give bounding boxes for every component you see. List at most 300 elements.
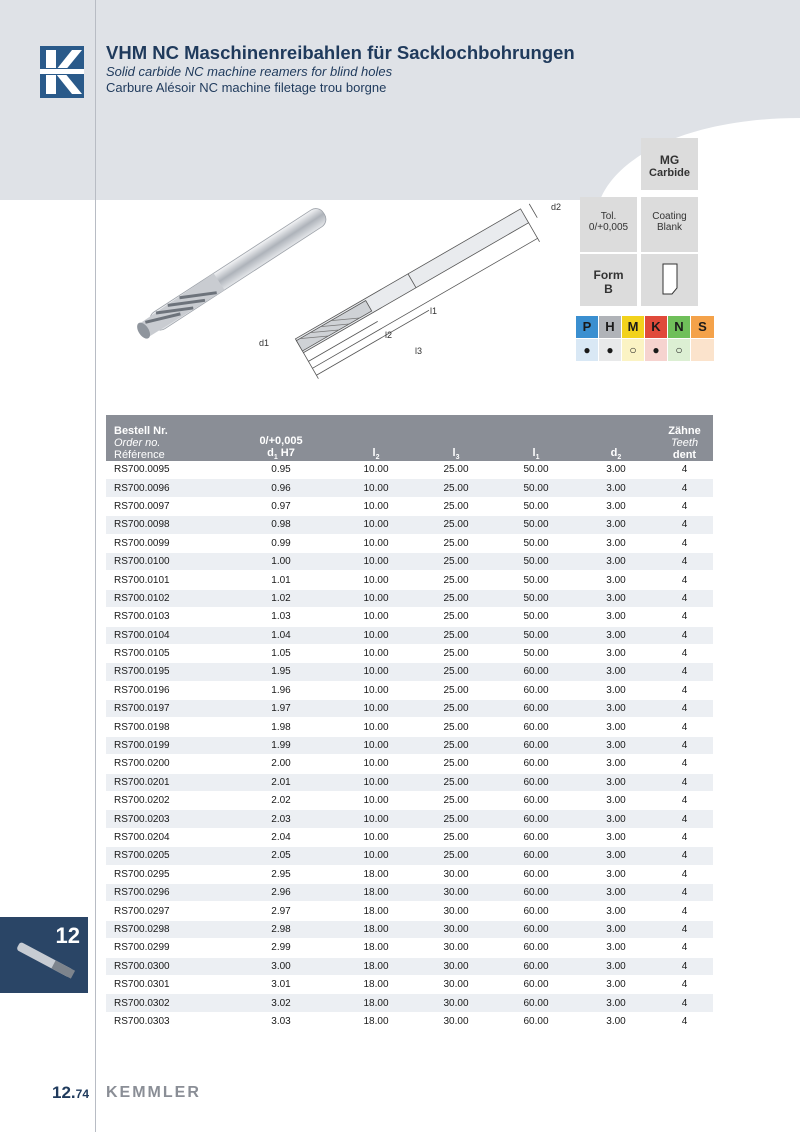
cell-l1: 60.00 xyxy=(496,883,576,901)
cell-l2: 18.00 xyxy=(336,975,416,993)
cell-l2: 10.00 xyxy=(336,608,416,626)
iso-letter-k: K xyxy=(645,316,668,338)
cell-d2: 3.00 xyxy=(576,883,656,901)
cell-l3: 25.00 xyxy=(416,810,496,828)
col-l3 xyxy=(416,415,496,461)
header-l2-sub: 2 xyxy=(375,454,380,461)
cell-l3: 25.00 xyxy=(416,571,496,589)
cell-teeth: 4 xyxy=(656,718,713,736)
table-row xyxy=(106,736,713,754)
cell-d1: 1.95 xyxy=(226,663,336,681)
cell-d1: 1.98 xyxy=(226,718,336,736)
cell-teeth: 4 xyxy=(656,497,713,515)
iso-symbol-row xyxy=(576,338,714,361)
cell-teeth: 4 xyxy=(656,571,713,589)
table-row xyxy=(106,700,713,718)
cell-l3: 25.00 xyxy=(416,497,496,515)
cell-l3: 25.00 xyxy=(416,479,496,497)
cell-order-no: RS700.0297 xyxy=(106,902,226,920)
col-l2 xyxy=(336,415,416,461)
header-d1-sub: 1 xyxy=(273,454,278,461)
table-row xyxy=(106,681,713,699)
cell-d1: 1.99 xyxy=(226,736,336,754)
cell-l1: 50.00 xyxy=(496,552,576,570)
col-d2 xyxy=(576,415,656,461)
cell-d2: 3.00 xyxy=(576,516,656,534)
material-box xyxy=(641,138,698,190)
cell-l1: 60.00 xyxy=(496,847,576,865)
cell-d2: 3.00 xyxy=(576,1012,656,1030)
material-type: Carbide xyxy=(649,167,690,179)
cell-order-no: RS700.0102 xyxy=(106,589,226,607)
cell-l1: 60.00 xyxy=(496,920,576,938)
iso-letter-s: S xyxy=(691,316,714,338)
cell-d2: 3.00 xyxy=(576,534,656,552)
table-row xyxy=(106,975,713,993)
col-d1 xyxy=(226,415,336,461)
cell-l3: 30.00 xyxy=(416,994,496,1012)
cell-d2: 3.00 xyxy=(576,975,656,993)
iso-letter-p: P xyxy=(576,316,599,338)
form-box xyxy=(580,254,637,306)
cell-l1: 50.00 xyxy=(496,516,576,534)
header-d2-sub: 2 xyxy=(617,454,622,461)
cell-l2: 10.00 xyxy=(336,773,416,791)
cell-l2: 10.00 xyxy=(336,847,416,865)
form-label: Form xyxy=(593,268,624,282)
cell-l1: 60.00 xyxy=(496,957,576,975)
cell-l3: 25.00 xyxy=(416,461,496,479)
cell-d2: 3.00 xyxy=(576,810,656,828)
table-row xyxy=(106,718,713,736)
coating-label: Coating xyxy=(652,211,687,222)
tolerance-label: Tol. xyxy=(600,211,617,222)
table-row xyxy=(106,516,713,534)
header-ref-en: Order no. xyxy=(114,437,161,449)
cell-d2: 3.00 xyxy=(576,736,656,754)
cell-l2: 10.00 xyxy=(336,663,416,681)
cell-l3: 25.00 xyxy=(416,773,496,791)
cell-l2: 10.00 xyxy=(336,571,416,589)
header-ref-de: Bestell Nr. xyxy=(114,425,168,437)
iso-symbol-h: ● xyxy=(599,339,622,361)
cell-d2: 3.00 xyxy=(576,700,656,718)
cell-l1: 60.00 xyxy=(496,828,576,846)
cell-d1: 2.96 xyxy=(226,883,336,901)
header-l1: l xyxy=(532,446,536,459)
cell-teeth: 4 xyxy=(656,865,713,883)
cell-teeth: 4 xyxy=(656,902,713,920)
cell-teeth: 4 xyxy=(656,939,713,957)
cell-l2: 18.00 xyxy=(336,920,416,938)
page-title: VHM NC Maschinenreibahlen für Sacklochbohrungen xyxy=(106,42,575,63)
cell-d1: 0.98 xyxy=(226,516,336,534)
coating-value: Blank xyxy=(656,222,682,233)
cell-l2: 10.00 xyxy=(336,534,416,552)
cell-order-no: RS700.0205 xyxy=(106,847,226,865)
cell-d2: 3.00 xyxy=(576,497,656,515)
cell-d1: 1.05 xyxy=(226,644,336,662)
cell-order-no: RS700.0300 xyxy=(106,957,226,975)
cell-d2: 3.00 xyxy=(576,755,656,773)
header-l2: l xyxy=(372,446,376,459)
cell-l3: 25.00 xyxy=(416,534,496,552)
cell-l3: 30.00 xyxy=(416,920,496,938)
cell-l2: 10.00 xyxy=(336,516,416,534)
table-row xyxy=(106,589,713,607)
header-l3-sub: 3 xyxy=(455,454,460,461)
cell-order-no: RS700.0198 xyxy=(106,718,226,736)
cell-d1: 3.02 xyxy=(226,994,336,1012)
cell-l3: 25.00 xyxy=(416,516,496,534)
cell-l1: 50.00 xyxy=(496,571,576,589)
cell-order-no: RS700.0097 xyxy=(106,497,226,515)
table-row xyxy=(106,497,713,515)
iso-letter-h: H xyxy=(599,316,622,338)
cell-teeth: 4 xyxy=(656,994,713,1012)
cell-l1: 60.00 xyxy=(496,736,576,754)
chapter-tab[interactable] xyxy=(0,917,88,993)
cell-l2: 10.00 xyxy=(336,461,416,479)
cell-teeth: 4 xyxy=(656,681,713,699)
cell-teeth: 4 xyxy=(656,810,713,828)
cell-order-no: RS700.0197 xyxy=(106,700,226,718)
cell-d1: 2.03 xyxy=(226,810,336,828)
label-d2: d2 xyxy=(551,202,562,212)
cell-order-no: RS700.0301 xyxy=(106,975,226,993)
tolerance-value: 0/+0,005 xyxy=(588,222,629,233)
cell-d2: 3.00 xyxy=(576,828,656,846)
cell-order-no: RS700.0295 xyxy=(106,865,226,883)
cell-d2: 3.00 xyxy=(576,847,656,865)
cell-order-no: RS700.0201 xyxy=(106,773,226,791)
cell-teeth: 4 xyxy=(656,461,713,479)
cell-d2: 3.00 xyxy=(576,589,656,607)
cell-teeth: 4 xyxy=(656,957,713,975)
iso-symbol-m: ○ xyxy=(622,339,645,361)
cell-order-no: RS700.0105 xyxy=(106,644,226,662)
cell-teeth: 4 xyxy=(656,773,713,791)
cell-d1: 1.04 xyxy=(226,626,336,644)
iso-symbol-p: ● xyxy=(576,339,599,361)
cell-d1: 0.96 xyxy=(226,479,336,497)
cell-l2: 10.00 xyxy=(336,497,416,515)
kemmler-logo-icon xyxy=(40,46,84,98)
cell-d1: 1.96 xyxy=(226,681,336,699)
title-french: Carbure Alésoir NC machine filetage trou borgne xyxy=(106,80,387,95)
spec-table xyxy=(106,415,713,1031)
cell-l1: 60.00 xyxy=(496,865,576,883)
form-b-shape-icon xyxy=(641,254,698,306)
cell-l2: 10.00 xyxy=(336,792,416,810)
iso-symbol-n: ○ xyxy=(668,339,691,361)
cell-order-no: RS700.0101 xyxy=(106,571,226,589)
cell-l1: 50.00 xyxy=(496,534,576,552)
cell-l2: 18.00 xyxy=(336,883,416,901)
cell-l1: 60.00 xyxy=(496,1012,576,1030)
cell-l3: 25.00 xyxy=(416,608,496,626)
table-row xyxy=(106,939,713,957)
table-row xyxy=(106,663,713,681)
cell-l1: 60.00 xyxy=(496,663,576,681)
cell-order-no: RS700.0203 xyxy=(106,810,226,828)
cell-order-no: RS700.0104 xyxy=(106,626,226,644)
title-english: Solid carbide NC machine reamers for blind holes xyxy=(106,64,393,79)
iso-material-grid xyxy=(576,316,714,362)
cell-teeth: 4 xyxy=(656,700,713,718)
cell-teeth: 4 xyxy=(656,589,713,607)
cell-l3: 30.00 xyxy=(416,1012,496,1030)
cell-teeth: 4 xyxy=(656,479,713,497)
cell-l1: 60.00 xyxy=(496,792,576,810)
cell-d2: 3.00 xyxy=(576,994,656,1012)
cell-d1: 2.02 xyxy=(226,792,336,810)
cell-l3: 30.00 xyxy=(416,865,496,883)
cell-teeth: 4 xyxy=(656,608,713,626)
cell-l2: 10.00 xyxy=(336,718,416,736)
cell-l1: 60.00 xyxy=(496,975,576,993)
cell-l1: 60.00 xyxy=(496,902,576,920)
cell-order-no: RS700.0204 xyxy=(106,828,226,846)
table-row xyxy=(106,479,713,497)
cell-l1: 50.00 xyxy=(496,479,576,497)
cell-d1: 2.95 xyxy=(226,865,336,883)
cell-d1: 3.00 xyxy=(226,957,336,975)
cell-l3: 25.00 xyxy=(416,552,496,570)
cell-d2: 3.00 xyxy=(576,902,656,920)
cell-d2: 3.00 xyxy=(576,461,656,479)
col-l1 xyxy=(496,415,576,461)
cell-l2: 10.00 xyxy=(336,644,416,662)
cell-l2: 18.00 xyxy=(336,1012,416,1030)
cell-l3: 25.00 xyxy=(416,847,496,865)
table-row xyxy=(106,792,713,810)
cell-l2: 18.00 xyxy=(336,902,416,920)
cell-l3: 25.00 xyxy=(416,644,496,662)
cell-order-no: RS700.0098 xyxy=(106,516,226,534)
cell-d1: 2.98 xyxy=(226,920,336,938)
cell-l3: 30.00 xyxy=(416,975,496,993)
table-row xyxy=(106,883,713,901)
brand-name: KEMMLER xyxy=(106,1084,201,1101)
table-row xyxy=(106,534,713,552)
cell-order-no: RS700.0202 xyxy=(106,792,226,810)
page-number-main: 12. xyxy=(52,1083,76,1102)
margin-rule xyxy=(95,0,96,1132)
cell-order-no: RS700.0196 xyxy=(106,681,226,699)
table-row xyxy=(106,773,713,791)
cell-order-no: RS700.0100 xyxy=(106,552,226,570)
cell-order-no: RS700.0099 xyxy=(106,534,226,552)
cell-l2: 10.00 xyxy=(336,810,416,828)
table-row xyxy=(106,957,713,975)
cell-order-no: RS700.0199 xyxy=(106,736,226,754)
header-l1-sub: 1 xyxy=(535,454,540,461)
cell-l1: 60.00 xyxy=(496,939,576,957)
cell-l1: 60.00 xyxy=(496,700,576,718)
cell-l2: 10.00 xyxy=(336,552,416,570)
coating-box xyxy=(641,197,698,252)
cell-l1: 50.00 xyxy=(496,589,576,607)
cell-d2: 3.00 xyxy=(576,718,656,736)
material-grade: MG xyxy=(659,153,680,167)
cell-l1: 50.00 xyxy=(496,626,576,644)
cell-d2: 3.00 xyxy=(576,608,656,626)
cell-l3: 30.00 xyxy=(416,939,496,957)
cell-d1: 1.01 xyxy=(226,571,336,589)
header-d2: d xyxy=(610,446,618,459)
cell-l3: 30.00 xyxy=(416,883,496,901)
cell-d2: 3.00 xyxy=(576,792,656,810)
cell-teeth: 4 xyxy=(656,920,713,938)
cell-teeth: 4 xyxy=(656,975,713,993)
cell-order-no: RS700.0296 xyxy=(106,883,226,901)
table-row xyxy=(106,552,713,570)
cell-order-no: RS700.0299 xyxy=(106,939,226,957)
table-row xyxy=(106,847,713,865)
cell-l3: 25.00 xyxy=(416,718,496,736)
label-l3: l3 xyxy=(415,346,423,356)
table-row xyxy=(106,571,713,589)
cell-l3: 25.00 xyxy=(416,755,496,773)
cell-l1: 60.00 xyxy=(496,718,576,736)
reamer-technical-drawing xyxy=(255,186,575,381)
title-block xyxy=(106,42,706,96)
cell-l1: 60.00 xyxy=(496,810,576,828)
cell-l3: 25.00 xyxy=(416,792,496,810)
col-order-no xyxy=(106,415,226,461)
cell-teeth: 4 xyxy=(656,516,713,534)
table-row xyxy=(106,626,713,644)
iso-letter-row xyxy=(576,316,714,338)
form-shape-box xyxy=(641,254,698,306)
cell-d2: 3.00 xyxy=(576,479,656,497)
cell-d2: 3.00 xyxy=(576,552,656,570)
cell-d1: 2.04 xyxy=(226,828,336,846)
iso-symbol-k: ● xyxy=(645,339,668,361)
table-row xyxy=(106,920,713,938)
table-row xyxy=(106,755,713,773)
cell-l2: 10.00 xyxy=(336,626,416,644)
cell-teeth: 4 xyxy=(656,534,713,552)
page-number xyxy=(52,1083,89,1103)
cell-l3: 25.00 xyxy=(416,681,496,699)
cell-l3: 25.00 xyxy=(416,663,496,681)
header-ref-fr: Référence xyxy=(114,449,165,461)
cell-teeth: 4 xyxy=(656,663,713,681)
cell-l2: 10.00 xyxy=(336,755,416,773)
cell-d2: 3.00 xyxy=(576,957,656,975)
cell-order-no: RS700.0103 xyxy=(106,608,226,626)
cell-l3: 30.00 xyxy=(416,957,496,975)
cell-d2: 3.00 xyxy=(576,773,656,791)
label-l1: l1 xyxy=(430,306,438,316)
cell-teeth: 4 xyxy=(656,626,713,644)
cell-teeth: 4 xyxy=(656,736,713,754)
table-row xyxy=(106,810,713,828)
cell-order-no: RS700.0302 xyxy=(106,994,226,1012)
cell-teeth: 4 xyxy=(656,792,713,810)
cell-teeth: 4 xyxy=(656,847,713,865)
cell-d1: 1.03 xyxy=(226,608,336,626)
table-row xyxy=(106,828,713,846)
cell-l1: 60.00 xyxy=(496,994,576,1012)
cell-d1: 0.95 xyxy=(226,461,336,479)
cell-l3: 25.00 xyxy=(416,626,496,644)
cell-d1: 1.00 xyxy=(226,552,336,570)
cell-teeth: 4 xyxy=(656,883,713,901)
iso-letter-m: M xyxy=(622,316,645,338)
cell-d1: 2.05 xyxy=(226,847,336,865)
cell-d1: 1.97 xyxy=(226,700,336,718)
cell-d2: 3.00 xyxy=(576,681,656,699)
table-body xyxy=(106,461,713,1031)
cell-teeth: 4 xyxy=(656,828,713,846)
cell-d2: 3.00 xyxy=(576,939,656,957)
cell-d1: 3.03 xyxy=(226,1012,336,1030)
cell-l1: 50.00 xyxy=(496,644,576,662)
cell-d1: 2.99 xyxy=(226,939,336,957)
header-d1: d xyxy=(267,446,274,459)
table-header-row xyxy=(106,415,713,461)
cell-l2: 18.00 xyxy=(336,994,416,1012)
table-row xyxy=(106,994,713,1012)
table-row xyxy=(106,644,713,662)
header-teeth-fr: dent xyxy=(672,449,697,461)
cell-l2: 18.00 xyxy=(336,865,416,883)
iso-letter-n: N xyxy=(668,316,691,338)
cell-l2: 10.00 xyxy=(336,700,416,718)
table-row xyxy=(106,902,713,920)
cell-l1: 60.00 xyxy=(496,755,576,773)
cell-l2: 10.00 xyxy=(336,681,416,699)
cell-order-no: RS700.0303 xyxy=(106,1012,226,1030)
cell-l1: 60.00 xyxy=(496,681,576,699)
cell-l3: 30.00 xyxy=(416,902,496,920)
cell-l2: 10.00 xyxy=(336,479,416,497)
tolerance-box xyxy=(580,197,637,252)
cell-l3: 25.00 xyxy=(416,700,496,718)
cell-d2: 3.00 xyxy=(576,920,656,938)
cell-d2: 3.00 xyxy=(576,663,656,681)
table-row xyxy=(106,865,713,883)
header-l3: l xyxy=(452,446,456,459)
cell-l1: 50.00 xyxy=(496,608,576,626)
cell-order-no: RS700.0096 xyxy=(106,479,226,497)
table-row xyxy=(106,1012,713,1030)
cell-l2: 10.00 xyxy=(336,589,416,607)
cell-l1: 50.00 xyxy=(496,497,576,515)
cell-d1: 0.99 xyxy=(226,534,336,552)
cell-l2: 10.00 xyxy=(336,736,416,754)
cell-order-no: RS700.0298 xyxy=(106,920,226,938)
header-teeth-de: Zähne xyxy=(668,425,701,437)
cell-l2: 18.00 xyxy=(336,957,416,975)
cell-d2: 3.00 xyxy=(576,626,656,644)
cell-l1: 60.00 xyxy=(496,773,576,791)
cell-l3: 25.00 xyxy=(416,589,496,607)
form-value: B xyxy=(604,282,613,296)
cell-order-no: RS700.0095 xyxy=(106,461,226,479)
cell-teeth: 4 xyxy=(656,644,713,662)
header-d1-tol: 0/+0,005 xyxy=(259,434,303,447)
cell-d1: 0.97 xyxy=(226,497,336,515)
iso-symbol-s xyxy=(691,339,714,361)
cell-d2: 3.00 xyxy=(576,865,656,883)
table-row xyxy=(106,461,713,479)
chapter-number: 12 xyxy=(55,923,80,948)
cell-d2: 3.00 xyxy=(576,571,656,589)
